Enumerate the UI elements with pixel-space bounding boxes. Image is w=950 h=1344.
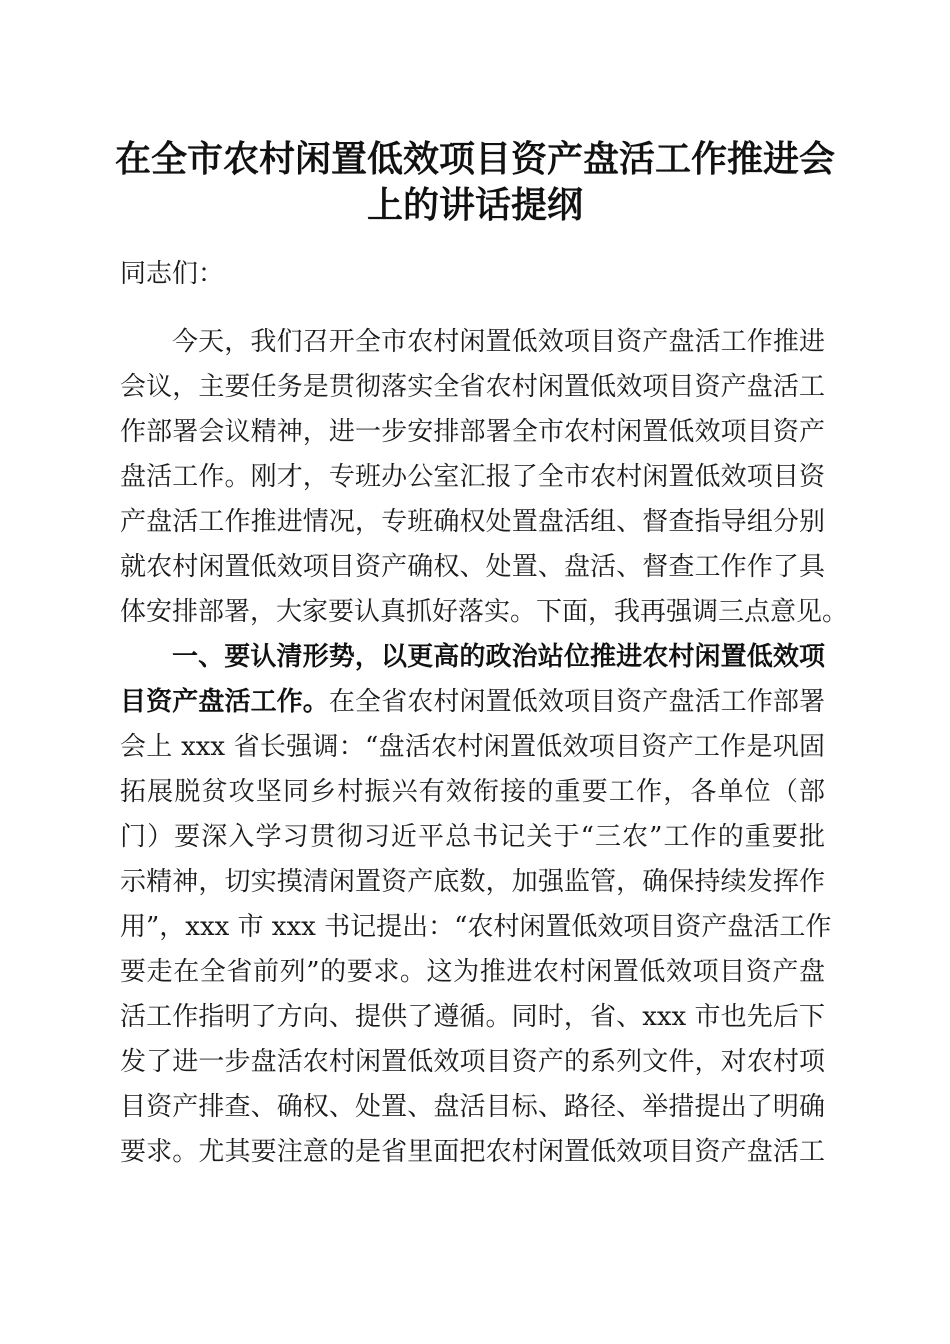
section-1-line: 会上 xxx 省长强调：“盘活农村闲置低效项目资产工作是巩固 xyxy=(120,732,825,762)
section-1-line: 示精神，切实摸清闲置资产底数，加强监管，确保持续发挥作 xyxy=(120,867,825,897)
section-1-heading-line-2: 目资产盘活工作。 xyxy=(120,687,329,717)
section-1-line: 拓展脱贫攻坚同乡村振兴有效衔接的重要工作，各单位（部 xyxy=(120,777,825,807)
salutation: 同志们： xyxy=(120,259,225,289)
paragraph-1-line: 产盘活工作推进情况，专班确权处置盘活组、督查指导组分别 xyxy=(120,507,825,537)
section-1-line: 要求。尤其要注意的是省里面把农村闲置低效项目资产盘活工 xyxy=(120,1137,825,1167)
paragraph-1-line: 就农村闲置低效项目资产确权、处置、盘活、督查工作作了具 xyxy=(120,552,825,582)
paragraph-1-line: 今天，我们召开全市农村闲置低效项目资产盘活工作推进 xyxy=(172,327,825,357)
section-1-line: 门）要深入学习贯彻习近平总书记关于“三农”工作的重要批 xyxy=(120,822,825,852)
section-1-line: 用”，xxx 市 xxx 书记提出：“农村闲置低效项目资产盘活工作 xyxy=(120,912,832,942)
document-title-line-2: 上的讲话提纲 xyxy=(366,184,583,226)
section-1-line: 活工作指明了方向、提供了遵循。同时，省、xxx 市也先后下 xyxy=(120,1002,825,1032)
paragraph-1-line: 作部署会议精神，进一步安排部署全市农村闲置低效项目资产 xyxy=(120,417,825,447)
section-1-line-2-rest: 在全省农村闲置低效项目资产盘活工作部署 xyxy=(328,687,825,717)
section-1-line: 目资产排查、确权、处置、盘活目标、路径、举措提出了明确 xyxy=(120,1092,825,1122)
paragraph-1-line: 体安排部署，大家要认真抓好落实。下面，我再强调三点意见。 xyxy=(120,597,849,627)
document-title-line-1: 在全市农村闲置低效项目资产盘活工作推进会 xyxy=(114,138,835,180)
paragraph-1-line: 盘活工作。刚才，专班办公室汇报了全市农村闲置低效项目资 xyxy=(120,462,825,492)
section-1-line: 要走在全省前列”的要求。这为推进农村闲置低效项目资产盘 xyxy=(120,957,825,987)
section-1-line: 发了进一步盘活农村闲置低效项目资产的系列文件，对农村项 xyxy=(120,1047,825,1077)
section-1-heading-line-1: 一、要认清形势，以更高的政治站位推进农村闲置低效项 xyxy=(172,642,825,672)
paragraph-1-line: 会议，主要任务是贯彻落实全省农村闲置低效项目资产盘活工 xyxy=(120,372,825,402)
section-1-line-2 xyxy=(120,682,825,722)
